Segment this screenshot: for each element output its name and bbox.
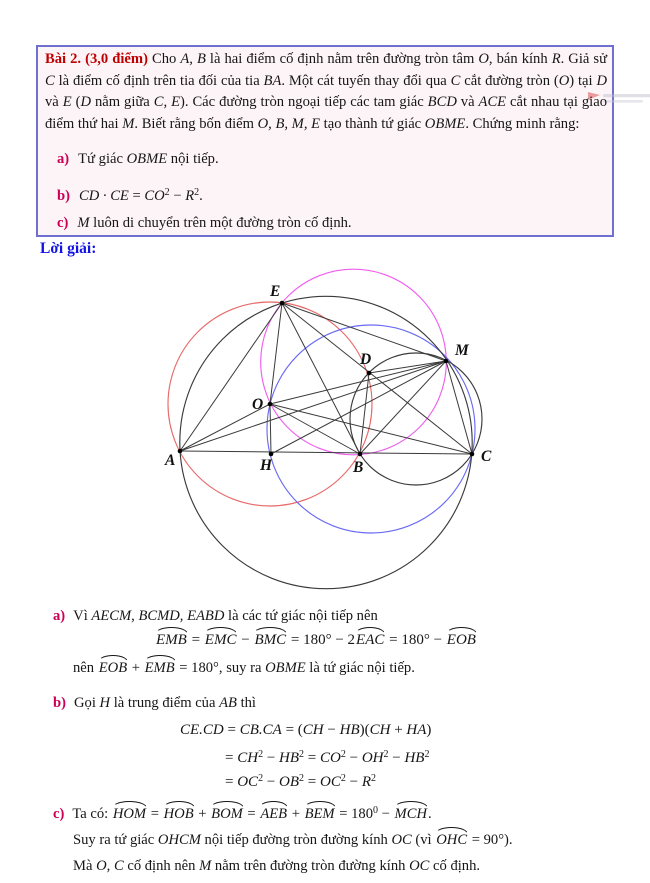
label-B: B: [353, 459, 364, 476]
problem-item-a: [57, 148, 219, 170]
problem-item-b: [57, 182, 203, 207]
solution-b-line1: [53, 692, 613, 714]
label-D: D: [360, 351, 372, 368]
solution-c-line2: Suy ra tứ giác OHCM nội tiếp đường tròn đường kính OC (vì OHC = 90°).: [73, 829, 623, 851]
segment-O-C: [270, 404, 472, 454]
geometry-figure: [0, 252, 650, 604]
segment-O-H: [270, 404, 271, 454]
item-b-text: CD · CE = $CO^2 - R^2$.: [78, 187, 203, 204]
label-E: E: [270, 283, 281, 300]
problem-statement: Bài 2. (3,0 điểm) Cho A, B là hai điểm cố định nằm trên đường tròn tâm O, bán kính R. Giả sử C là điểm cố định trên tia đối của tia BA. Một cát tuyến thay đổi qua C cắt đường tròn (O) tại D và E (D nằm giữa C, E). Các đường tròn ngoại tiếp các tam giác BCD và ACE cắt nhau tại giao điểm thứ hai M. Biết rằng bốn điểm O, B, M, E tạo thành tứ giác OBME. Chứng minh rằng:: [45, 51, 608, 132]
segment-B-E: [282, 303, 360, 454]
item-c-text: M luôn di chuyển trên một đường tròn cố định.: [77, 215, 352, 231]
solution-a-line1: [53, 605, 613, 627]
label-O: O: [252, 396, 264, 413]
solution-a-equation: EMB = EMC − BMC = 180° − 2EAC = 180° − EOB: [155, 629, 477, 651]
solution-b-equation-3: = $OC^2 - OB^2 = OC^2 - R^2$: [225, 773, 376, 790]
label-H: H: [260, 457, 273, 474]
point-E: [280, 301, 285, 306]
point-M: [444, 359, 449, 364]
point-D: [367, 371, 372, 376]
solution-b-equation-2: = $CH^2 - HB^2 = CO^2 - OH^2 - HB^2$: [225, 749, 430, 766]
segment-H-M: [271, 361, 446, 454]
item-a-label: a): [57, 151, 70, 167]
solution-c-line1: [53, 800, 623, 825]
solution-b-line1-text: Gọi H là trung điểm của AB thì: [73, 695, 256, 711]
point-B: [358, 452, 363, 457]
circle-ACE: [180, 296, 472, 588]
segment-A-C: [180, 451, 472, 454]
solution-b-label: b): [53, 695, 66, 711]
segment-O-M: [270, 361, 446, 404]
item-a-text: Tứ giác OBME nội tiếp.: [78, 151, 219, 167]
label-M: M: [455, 342, 469, 359]
solution-a-line2: nên EOB + EMB = 180°, suy ra OBME là tứ giác nội tiếp.: [73, 657, 613, 679]
label-A: A: [165, 452, 176, 469]
point-C: [470, 452, 475, 457]
solution-heading: Lời giải:: [40, 240, 97, 257]
solution-c-line1-text: Ta có: HOM = HOB + BOM = AEB + BEM = $180^0$ − MCH.: [72, 806, 431, 822]
solution-c-label: c): [53, 806, 65, 822]
solution-b-equation-1: CE.CD = CB.CA = (CH − HB)(CH + HA): [180, 722, 432, 738]
item-c-label: c): [57, 215, 69, 231]
point-A: [178, 449, 183, 454]
circle-OBME: [261, 269, 447, 455]
point-H: [269, 452, 274, 457]
solution-a-label: a): [53, 608, 66, 624]
figure-svg: [0, 252, 650, 604]
problem-item-c: [57, 212, 352, 234]
solution-c-line3: Mà O, C cố định nên M nằm trên đường tròn đường kính OC cố định.: [73, 858, 481, 874]
item-b-label: b): [57, 188, 70, 204]
solution-a-line1-text: Vì AECM, BCMD, EABD là các tứ giác nội tiếp nên: [73, 608, 378, 624]
label-C: C: [481, 448, 492, 465]
point-O: [268, 402, 273, 407]
